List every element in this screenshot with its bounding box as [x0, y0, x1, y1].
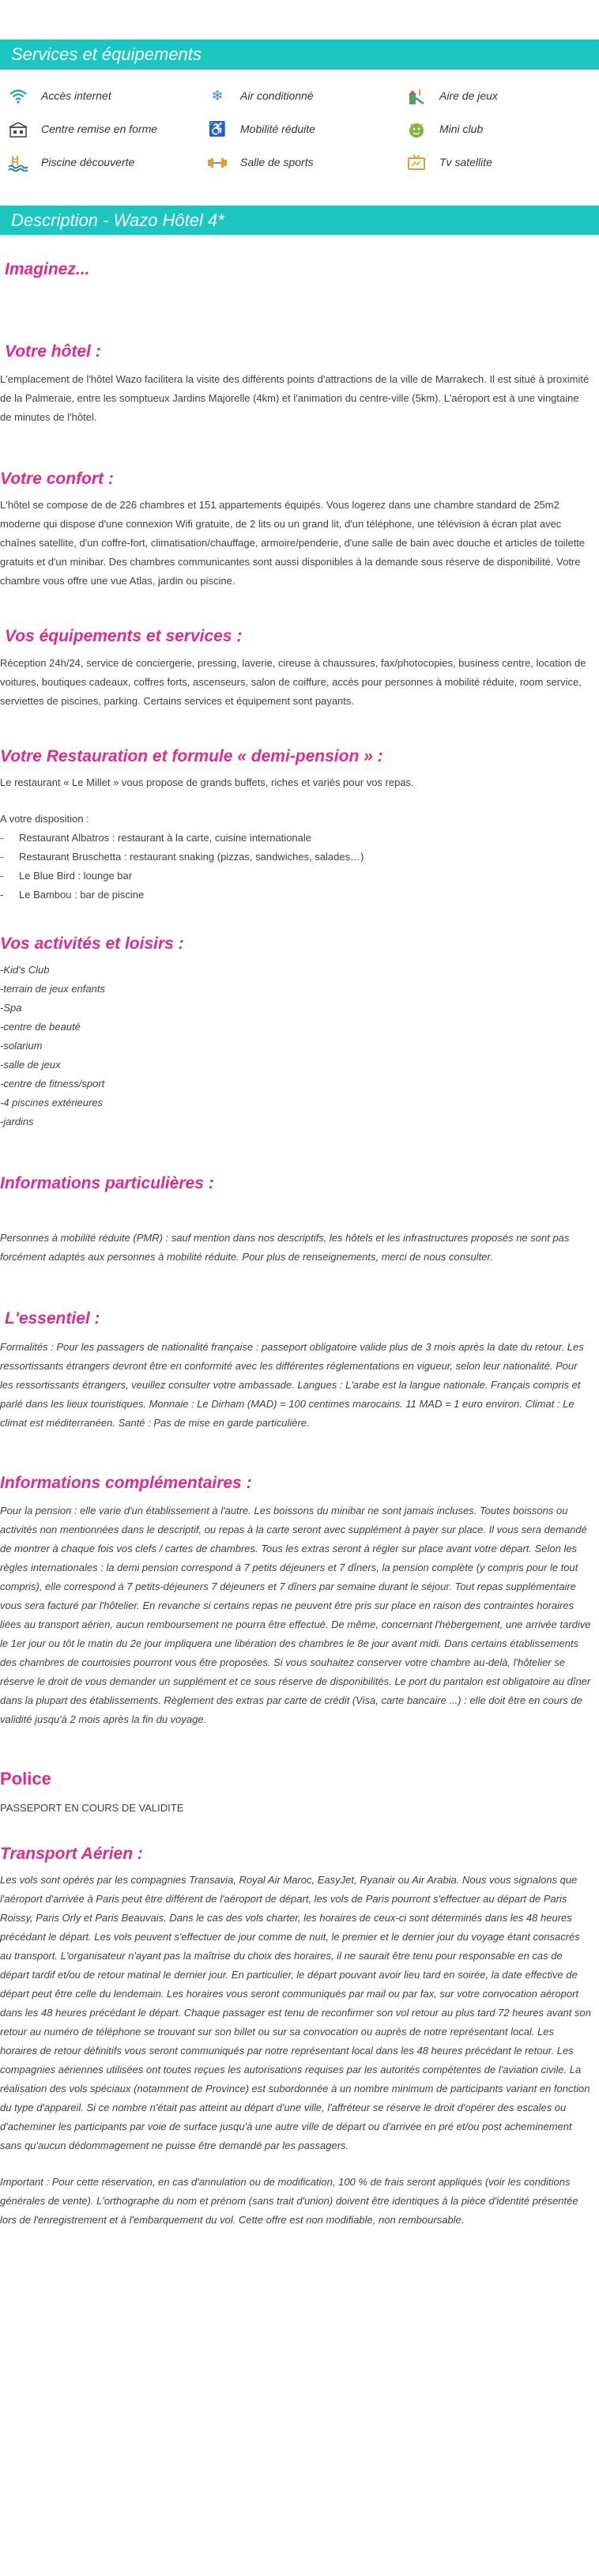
- equipements-heading: Vos équipements et services :: [5, 627, 243, 646]
- tv-icon: [405, 152, 428, 174]
- service-label: Aire de jeux: [439, 89, 498, 102]
- equipements-text: Réception 24h/24, service de conciergerie, pressing, laverie, cireuse à chaussures, fax/photocopies, business centre, location de voitures, boutiques cadeaux, coffres forts, ascenseurs, salon de coiffure, accès pour personnes à mobilité réduite, room service, serviettes de piscines, parking. Certains services et équipement sont payants.: [0, 656, 586, 707]
- list-item: -Spa: [0, 1002, 22, 1014]
- service-label: Piscine découverte: [41, 155, 135, 168]
- infos-text: Personnes à mobilité réduite (PMR) : sauf mention dans nos descriptifs, les hôtels et les infrastructures proposés ne sont pas forcément adaptés aux personnes à mobilité réduite. Pour plus de renseignements, merci de nous consulter.: [0, 1232, 570, 1263]
- service-item: [6, 152, 205, 174]
- description-section-title: Description - Wazo Hôtel 4*: [0, 206, 599, 236]
- hotel-text: L'emplacement de l'hôtel Wazo facilitera la visite des différents points d'attractions de la ville de Marrakech. Il est situé à proximité de la Palmeraie, entre les somptueux Jardins Majorelle (4km) et l'animation du centre-ville (5km). L'aéroport est à une vingtaine de minutes de l'hôtel.: [0, 372, 590, 423]
- description-body: [0, 259, 599, 2230]
- service-item: [405, 85, 599, 108]
- essentiel-heading: L'essentiel :: [5, 1309, 100, 1328]
- kids-club-icon: [405, 119, 428, 141]
- infos-heading: Informations particulières :: [0, 1174, 214, 1193]
- list-item: -centre de beauté: [0, 1021, 81, 1033]
- list-item: - Restaurant Albatros : restaurant à la carte, cuisine internationale: [0, 831, 311, 844]
- transport-important: Important : Pour cette réservation, en cas d'annulation ou de modification, 100 % de frais seront appliqués (voir les conditions générales de vente). L'orthographe du nom et prénom (sans trait d'union) doivent être identiques à la pièce d'identité présentée lors de l'enregistrement et à l'embarquement du vol. Cette offre est non modifiable, non remboursable.: [0, 2176, 578, 2227]
- service-item: [6, 119, 205, 141]
- service-label: Salle de sports: [240, 155, 314, 168]
- hotel-heading: Votre hôtel :: [5, 342, 101, 361]
- page: [0, 40, 599, 2230]
- activites-heading: Vos activités et loisirs :: [0, 934, 184, 953]
- service-item: [405, 152, 599, 174]
- imaginez-heading: Imaginez...: [5, 260, 90, 279]
- police-text: PASSEPORT EN COURS DE VALIDITE: [0, 1802, 184, 1815]
- list-item: -solarium: [0, 1040, 43, 1052]
- service-label: Centre remise en forme: [41, 122, 158, 135]
- confort-heading: Votre confort :: [0, 469, 114, 488]
- complementaires-heading: Informations complémentaires :: [0, 1473, 252, 1492]
- wifi-icon: [6, 85, 30, 108]
- restaurant-list: [0, 829, 599, 905]
- service-label: Mini club: [439, 122, 484, 135]
- service-item: [6, 85, 205, 108]
- service-label: Mobilité réduite: [240, 122, 315, 135]
- activites-list: [0, 961, 599, 1131]
- confort-text: L'hôtel se compose de de 226 chambres et 151 appartements équipés. Vous logerez dans une chambre standard de 25m2 moderne qui dispose d'une connexion Wifi gratuite, de 2 lits ou un grand lit, d'un téléphone, une télévision à écran plat avec chaînes satellite, d'un coffre-fort, climatisation/chauffage, armoire/penderie, d'une salle de bain avec douche et articles de toilette gratuits et d'un minibar. Des chambres communicantes sont aussi disponibles à la demande sous réserve de disponibilité. Votre chambre vous offre une vue Atlas, jardin ou piscine.: [0, 499, 586, 587]
- list-item: -salle de jeux: [0, 1059, 61, 1071]
- transport-text: Les vols sont opérés par les compagnies Transavia, Royal Air Maroc, EasyJet, Ryanair ou Air Arabia. Nous vous signalons que l'aéroport d'arrivée à Paris peut être différent de l'aéroport de départ, les vols de Paris pourront s'effectuer au départ de Paris Roissy, Paris Orly et Paris Beauvais. Dans le cas des vols charter, les horaires de ceux-ci sont déterminés dans les 48 heures précédant le départ. Les vols peuvent s'effectuer de jour comme de nuit, le premier et le dernier jour du voyage étant consacrés au transport. L'organisateur n'ayant pas la maîtrise du choix des horaires, il ne saurait être tenu pour responsable en cas de départ tardif et/ou de retour matinal le dernier jour. En particulier, le départ pouvant avoir lieu tard en soirée, la date effective de départ peut être celle du lendemain. Les horaires vous seront communiqués par mail ou par fax, sur votre convocation aéroport dans les 48 heures précédant le départ. Chaque passager est tenu de reconfirmer son vol retour au plus tard 72 heures avant son retour au numéro de téléphone se trouvant sur son billet ou sur sa convocation ou auprès de notre représentant local. Les horaires de retour définitifs vous seront communiqués par notre représentant local dans les 48 heures précédant le retour. Les compagnies aériennes utilisées ont toutes reçues les autorisations requises par les autorités compétentes de l'aviation civile. La réalisation des vols spéciaux (notamment de Province) est subordonnée à un nombre minimum de participants variant en fonction du type d'appareil. Si ce nombre n'était pas atteint au départ d'une ville, l'affréteur se réserve le droit d'opérer des escales ou d'acheminer les participants par voie de surface jusqu'à une autre ville de départ ou d'arrivée en pré et/ou post acheminement sans qu'aucun dédommagement ne puisse être demandé par les passagers.: [0, 1874, 591, 2152]
- list-item: -Kid's Club: [0, 964, 50, 976]
- playground-icon: [405, 85, 428, 108]
- restauration-intro: Le restaurant « Le Millet » vous propose de grands buffets, riches et variés pour vos repas.: [0, 776, 414, 788]
- essentiel-text: Formalités : Pour les passagers de nationalité française : passeport obligatoire valide plus de 3 mois après la date du retour. Les ressortissants étrangers devront être en conformité avec les différentes réglementations en vigueur, selon leur nationalité. Pour les ressortissants étrangers, veuillez consulter votre ambassade. Langues : L'arabe est la langue nationale. Français compris et parlé dans les lieux touristiques. Monnaie : Le Dirham (MAD) = 100 centimes marocains. 11 MAD = 1 euro environ. Climat : Le climat est méditerranéen. Santé : Pas de mise en garde particulière.: [0, 1340, 584, 1429]
- snowflake-icon: ❄: [211, 87, 224, 104]
- pool-icon: [6, 152, 30, 174]
- service-item: [205, 152, 405, 174]
- fitness-center-icon: [6, 119, 30, 141]
- list-item: - Restaurant Bruschetta : restaurant snaking (pizzas, sandwiches, salades…): [0, 850, 364, 863]
- list-item: -4 piscines extérieures: [0, 1097, 104, 1109]
- dumbbell-icon: [205, 152, 229, 174]
- restauration-heading: Votre Restauration et formule « demi-pension » :: [0, 746, 383, 765]
- service-item: [205, 85, 405, 108]
- complementaires-text: Pour la pension : elle varie d'un établissement à l'autre. Les boissons du minibar ne sont jamais incluses. Toutes boissons ou activités non mentionnées dans le descriptif, ou repas à la carte seront avec supplément à payer sur place. Il vous sera demandé de montrer à chaque fois vos clefs / cartes de chambres. Tous les extras seront à régler sur place avant votre départ. Selon les règles internationales : la demi pension correspond à 7 petits déjeuners et 7 dîners, la pension complète (y compris pour le tout compris), elle correspond à 7 petits-déjeuners 7 déjeuners et 7 dîners par semaine durant le séjour. Tout repas supplémentaire vous sera facturé par l'hôtelier. En revanche si certains repas ne peuvent être pris sur place en raison des contraintes horaires liées au transport aérien, aucun remboursement ne pourra être effectué. De même, concernant l'hébergement, une arrivée tardive le 1er jour ou tôt le matin du 2e jour impliquera une libération des chambres le 8e jour avant midi. Dans certains établissements des chambres de courtoisies pourront vous être proposées. Si vous souhaitez conserver votre chambre au-delà, l'hôtelier se réserve le droit de vous demander un supplément et ce sous réserve de disponibilités. Le port du pantalon est obligatoire au dîner dans la plupart des établissements. Règlement des extras par carte de crédit (Visa, carte bancaire ...) : elle doit être en cours de validité jusqu'à 2 mois après la fin du voyage.: [0, 1505, 591, 1726]
- services-section-title: Services et équipements: [0, 40, 599, 70]
- wheelchair-icon: ♿: [208, 120, 227, 137]
- list-item: -jardins: [0, 1116, 34, 1128]
- list-item: -terrain de jeux enfants: [0, 983, 105, 995]
- list-item: -centre de fitness/sport: [0, 1078, 105, 1090]
- restauration-dispo-label: A votre disposition :: [0, 812, 89, 825]
- list-item: - Le Blue Bird : lounge bar: [0, 869, 133, 882]
- service-item: [205, 119, 405, 141]
- service-label: Accès internet: [41, 89, 111, 102]
- transport-heading: Transport Aérien :: [0, 1845, 143, 1864]
- service-label: Air conditionné: [240, 89, 314, 102]
- police-heading: Police: [0, 1769, 51, 1789]
- list-item: - Le Bambou : bar de piscine: [0, 888, 145, 901]
- service-label: Tv satellite: [439, 155, 492, 168]
- service-item: [405, 119, 599, 141]
- services-grid: [0, 70, 599, 188]
